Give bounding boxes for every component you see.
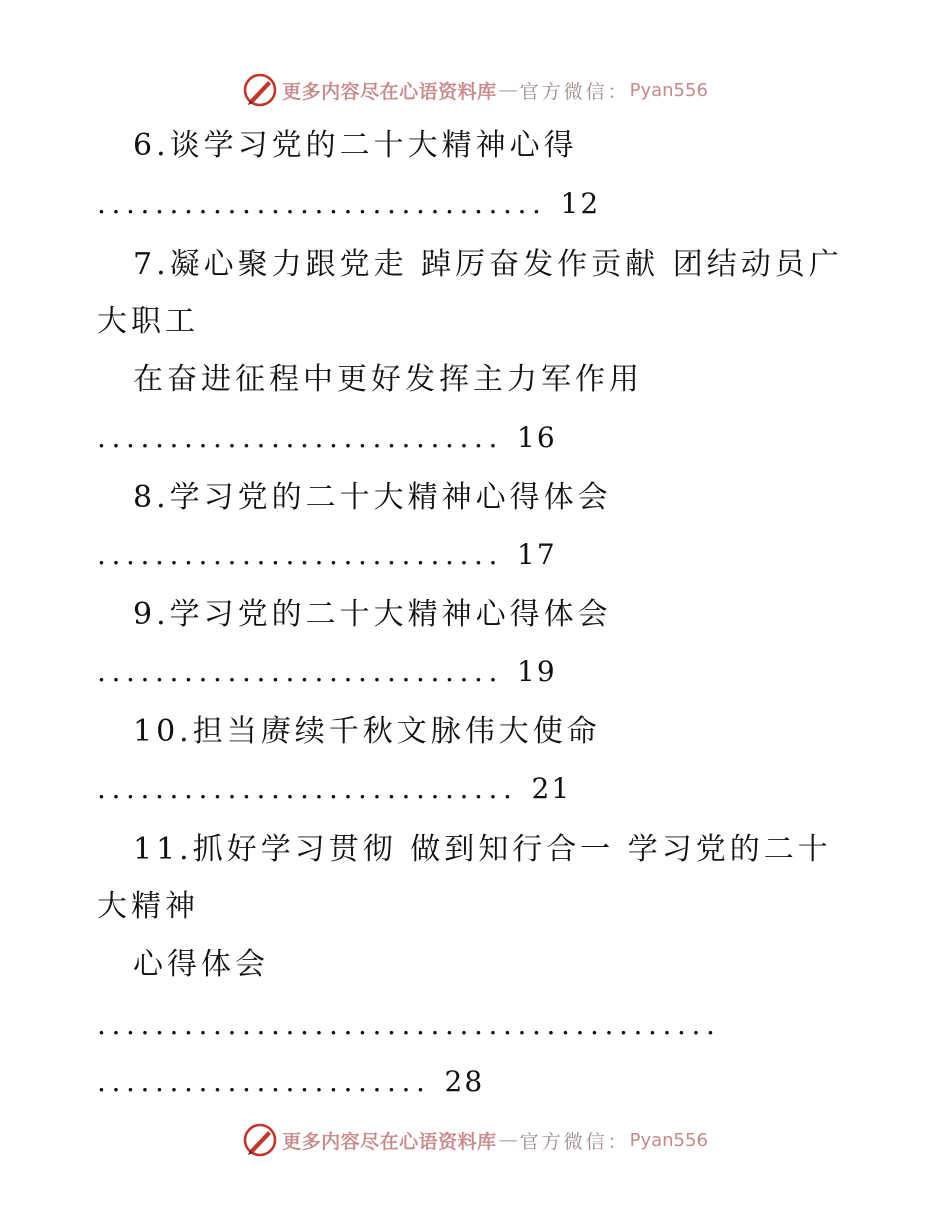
watermark-label: 官方微信： — [519, 80, 630, 103]
toc-entry-leader — [97, 537, 557, 573]
toc-entry-title[interactable]: 8.学习党的二十大精神心得体会 — [133, 480, 612, 515]
toc-leader-dots: ........................................... — [97, 1008, 721, 1041]
toc-entry-leader — [97, 654, 557, 690]
toc-page-number[interactable]: 17 — [517, 538, 557, 571]
toc-page-number[interactable]: 16 — [517, 421, 557, 454]
toc-entry-leader — [97, 771, 571, 807]
toc-entry-title[interactable]: 6.谈学习党的二十大精神心得 — [133, 128, 578, 163]
watermark-separator: — — [498, 1129, 518, 1151]
toc-page-number[interactable]: 19 — [517, 655, 557, 688]
toc-entry-title[interactable]: 10.担当赓续千秋文脉伟大使命 — [133, 714, 601, 749]
toc-leader-dots: ............................ — [97, 655, 504, 688]
toc-leader-dots: ............................ — [97, 538, 504, 571]
pen-logo-icon — [242, 1122, 278, 1158]
toc-entry-leader — [97, 420, 557, 456]
toc-entry-title-continued[interactable]: 大精神 — [97, 889, 199, 924]
toc-entry-leader — [97, 1064, 484, 1100]
toc-entry-title[interactable]: 7.凝心聚力跟党走 踔厉奋发作贡献 团结动员广 — [133, 247, 843, 282]
watermark-header — [0, 70, 950, 110]
watermark-text: 更多内容尽在心语资料库 — [282, 80, 497, 103]
watermark-text: 更多内容尽在心语资料库 — [282, 1130, 497, 1153]
toc-entry-title[interactable]: 9.学习党的二十大精神心得体会 — [133, 597, 612, 632]
toc-page-number[interactable]: 21 — [531, 772, 572, 805]
toc-entry-leader — [97, 1007, 721, 1043]
toc-entry-title-continued[interactable]: 大职工 — [97, 304, 199, 339]
pen-logo-icon — [242, 72, 278, 108]
watermark-separator: — — [498, 79, 518, 101]
toc-page-number[interactable]: 12 — [560, 187, 601, 220]
watermark-footer — [0, 1120, 950, 1160]
watermark-wechat-id: Pyan556 — [629, 79, 708, 101]
toc-page-number[interactable]: 28 — [444, 1065, 485, 1098]
watermark-label: 官方微信： — [519, 1130, 630, 1153]
toc-leader-dots: ............................ — [97, 421, 504, 454]
watermark-wechat-id: Pyan556 — [629, 1129, 708, 1151]
toc-leader-dots: ............................. — [97, 772, 518, 805]
toc-entry-subtitle[interactable]: 心得体会 — [133, 947, 269, 982]
toc-entry-leader — [97, 186, 600, 222]
toc-entry-title[interactable]: 11.抓好学习贯彻 做到知行合一 学习党的二十 — [133, 832, 832, 867]
toc-leader-dots: ............................... — [97, 187, 547, 220]
toc-leader-dots: ....................... — [97, 1065, 431, 1098]
toc-entry-subtitle[interactable]: 在奋进征程中更好发挥主力军作用 — [133, 362, 643, 397]
